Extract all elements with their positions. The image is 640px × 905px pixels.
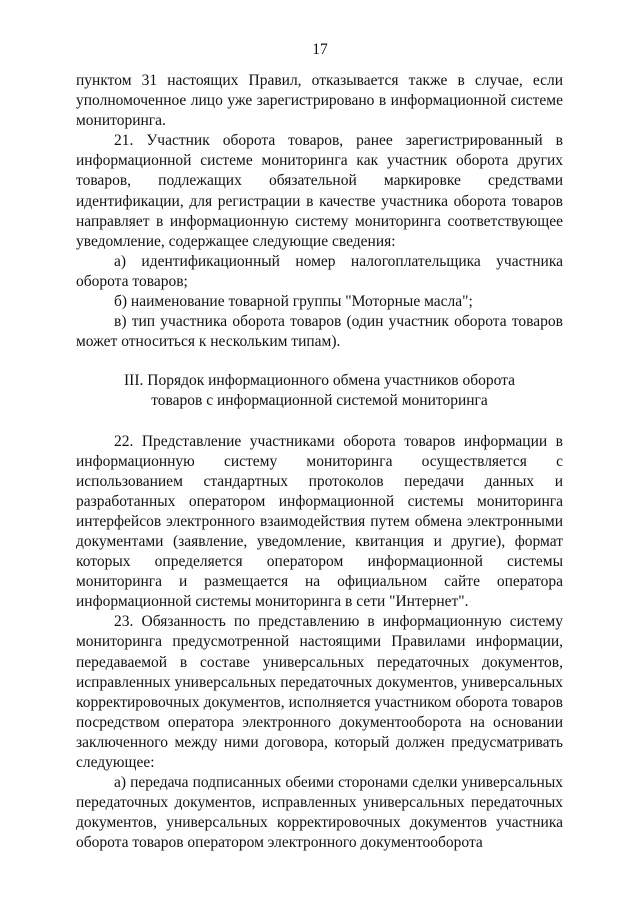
list-item-23a: а) передача подписанных обеими сторонами сделки универсальных передаточных документов, исправленных универсальных передаточных документов, универсальных корректировочных документов участника оборота товаров оператором электронного документооборота — [76, 774, 563, 852]
list-item-b: б) наименование товарной группы "Моторные масла"; — [114, 293, 473, 311]
list-item-a: а) идентификационный номер налогоплательщика участника оборота товаров; — [76, 252, 563, 290]
paragraph-22: 22. Представление участниками оборота товаров информации в информационную систему мониторинга осуществляется с использованием стандартных протоколов передачи данных и разработанных оператором информационной системы мониторинга интерфейсов электронного взаимодействия путем обмена электронными документами (заявление, уведомление, квитанция и другие), формат которых определяется оператором информационной системы мониторинга и размещается на официальном сайте оператора информационной системы мониторинга в сети "Интернет". — [76, 432, 563, 611]
section-heading-line-1: III. Порядок информационного обмена участников оборота — [124, 372, 515, 390]
list-item-c: в) тип участника оборота товаров (один участник оборота товаров может относиться к нескольким типам). — [76, 313, 563, 351]
section-heading — [76, 371, 563, 411]
page-number: 17 — [312, 41, 328, 58]
section-heading-line-2: товаров с информационной системой мониторинга — [151, 392, 488, 410]
paragraph-21: 21. Участник оборота товаров, ранее зарегистрированный в информационной системе мониторинга как участник оборота других товаров, подлежащих обязательной маркировке средствами идентификации, для регистрации в качестве участника оборота товаров направляет в информационную систему мониторинга соответствующее уведомление, содержащее следующие сведения: — [76, 132, 563, 250]
paragraph-continuation: пунктом 31 настоящих Правил, отказывается также в случае, если уполномоченное лицо уже зарегистрировано в информационной системе мониторинга. — [76, 72, 563, 130]
paragraph-23: 23. Обязанность по представлению в информационную систему мониторинга предусмотренной настоящими Правилами информации, передаваемой в составе универсальных передаточных документов, исправленных универсальных передаточных документов, универсальных корректировочных документов, исполняется участником оборота товаров посредством оператора электронного документооборота на основании заключенного между ними договора, который должен предусматривать следующее: — [76, 613, 563, 771]
document-body — [76, 71, 563, 853]
